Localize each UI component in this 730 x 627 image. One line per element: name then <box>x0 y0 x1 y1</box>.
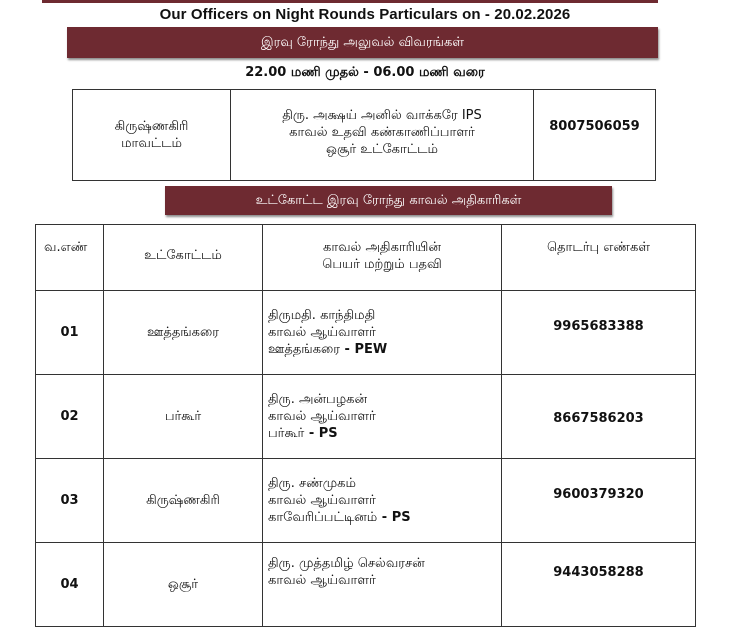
district-officer-rank: காவல் உதவி கண்காணிப்பாளர் <box>289 125 475 140</box>
header-officer-line2: பெயர் மற்றும் பதவி <box>322 257 442 272</box>
station-suffix: - PS <box>377 510 411 525</box>
officer-rank: காவல் ஆய்வாளர் <box>268 493 376 508</box>
row-phone: 9965683388 <box>502 291 696 375</box>
header-subdivision: உட்கோட்டம் <box>104 225 263 291</box>
row-sl: 03 <box>36 459 104 543</box>
row-sl: 02 <box>36 375 104 459</box>
row-officer <box>263 375 502 459</box>
table-row <box>36 291 696 375</box>
table-row <box>36 543 696 627</box>
row-officer <box>263 459 502 543</box>
row-subdivision: கிருஷ்ணகிரி <box>104 459 263 543</box>
district-officer-cell <box>231 90 533 180</box>
page-title: Our Officers on Night Rounds Particulars on - 20.02.2026 <box>159 6 571 23</box>
station-suffix: - PEW <box>340 342 388 357</box>
station-name: பர்கூர் <box>268 426 305 441</box>
row-sl: 01 <box>36 291 104 375</box>
officer-name: திரு. சண்முகம் <box>268 476 356 491</box>
subdivision-officers-banner: உட்கோட்ட இரவு ரோந்து காவல் அதிகாரிகள் <box>165 186 612 215</box>
table-row <box>36 459 696 543</box>
district-officer-phone: 8007506059 <box>549 119 640 134</box>
timing-text: 22.00 மணி முதல் - 06.00 மணி வரை <box>245 65 485 80</box>
station-name: ஊத்தங்கரை <box>268 342 341 357</box>
row-sl: 04 <box>36 543 104 627</box>
header-officer-line1: காவல் அதிகாரியின் <box>323 240 441 255</box>
row-officer <box>263 291 502 375</box>
officer-station <box>268 341 501 358</box>
district-name: கிருஷ்ணகிரி <box>114 119 189 134</box>
row-officer <box>263 543 502 627</box>
district-officer-name: திரு. அக்ஷய் அனில் வாக்கரே IPS <box>282 108 482 123</box>
header-phone: தொடர்பு எண்கள் <box>502 225 696 291</box>
row-phone: 9443058288 <box>502 543 696 627</box>
officer-rank: காவல் ஆய்வாளர் <box>268 573 376 588</box>
district-label: மாவட்டம் <box>121 136 182 151</box>
station-suffix: - PS <box>304 426 338 441</box>
officers-table <box>35 224 696 627</box>
row-subdivision: ஊத்தங்கரை <box>104 291 263 375</box>
row-phone: 8667586203 <box>502 375 696 459</box>
district-officer-unit: ஒசூர் உட்கோட்டம் <box>326 142 438 157</box>
row-subdivision: ஒசூர் <box>104 543 263 627</box>
station-name: காவேரிப்பட்டினம் <box>268 510 378 525</box>
table-header-row <box>36 225 696 291</box>
top-border-bar <box>42 0 658 3</box>
officer-station <box>268 509 501 526</box>
row-phone: 9600379320 <box>502 459 696 543</box>
officer-rank: காவல் ஆய்வாளர் <box>268 325 376 340</box>
officer-name: திரு. அன்பழகன் <box>268 392 368 407</box>
night-rounds-banner: இரவு ரோந்து அலுவல் விவரங்கள் <box>67 27 658 58</box>
row-subdivision: பர்கூர் <box>104 375 263 459</box>
officer-rank: காவல் ஆய்வாளர் <box>268 409 376 424</box>
header-sl: வ.எண் <box>36 225 104 291</box>
district-officer-box <box>72 89 656 181</box>
officer-station <box>268 425 501 442</box>
officer-name: திருமதி. காந்திமதி <box>268 308 376 323</box>
officer-name: திரு. முத்தமிழ் செல்வரசன் <box>268 556 425 571</box>
header-officer <box>263 225 502 291</box>
table-row <box>36 375 696 459</box>
district-cell <box>73 90 230 180</box>
